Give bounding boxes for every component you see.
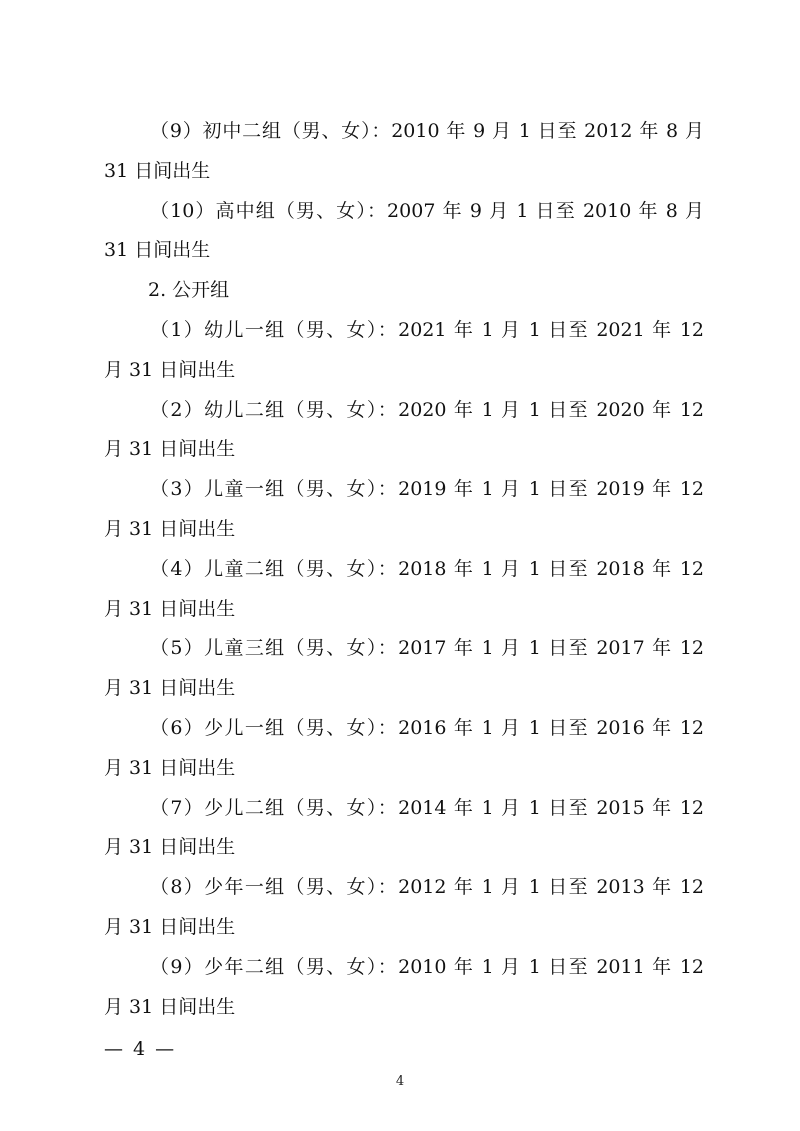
paragraph-continuation: 月 31 日间出生	[104, 358, 236, 381]
paragraph-line: （10）高中组（男、女）：2007 年 9 月 1 日至 2010 年 8 月	[150, 199, 704, 222]
paragraph-continuation: 月 31 日间出生	[104, 677, 236, 700]
section-heading: 2. 公开组	[148, 279, 230, 302]
page-footer-number: 4	[395, 1074, 405, 1089]
paragraph-line: （3）儿童一组（男、女）：2019 年 1 月 1 日至 2019 年 12	[150, 478, 704, 501]
paragraph-line: （4）儿童二组（男、女）：2018 年 1 月 1 日至 2018 年 12	[150, 557, 704, 580]
paragraph-line: （9）少年二组（男、女）：2010 年 1 月 1 日至 2011 年 12	[150, 955, 704, 978]
paragraph-continuation: 月 31 日间出生	[104, 915, 236, 938]
document-body	[104, 112, 704, 1027]
paragraph-continuation: 月 31 日间出生	[104, 597, 236, 620]
paragraph-line: （9）初中二组（男、女）：2010 年 9 月 1 日至 2012 年 8 月	[150, 120, 704, 142]
paragraph-line: （1）幼儿一组（男、女）：2021 年 1 月 1 日至 2021 年 12	[150, 318, 704, 341]
page-number: — 4 —	[104, 1038, 177, 1060]
paragraph-continuation: 月 31 日间出生	[104, 756, 236, 779]
paragraph-line: （5）儿童三组（男、女）：2017 年 1 月 1 日至 2017 年 12	[150, 637, 704, 660]
paragraph-line: （6）少儿一组（男、女）：2016 年 1 月 1 日至 2016 年 12	[150, 716, 704, 739]
paragraph-line: （7）少儿二组（男、女）：2014 年 1 月 1 日至 2015 年 12	[150, 796, 704, 819]
paragraph-continuation: 月 31 日间出生	[104, 438, 236, 461]
paragraph-continuation: 月 31 日间出生	[104, 836, 236, 859]
paragraph-continuation: 31 日间出生	[104, 239, 211, 262]
paragraph-line: （8）少年一组（男、女）：2012 年 1 月 1 日至 2013 年 12	[150, 876, 704, 899]
paragraph-line: （2）幼儿二组（男、女）：2020 年 1 月 1 日至 2020 年 12	[150, 398, 704, 421]
paragraph-continuation: 月 31 日间出生	[104, 517, 236, 540]
paragraph-continuation: 月 31 日间出生	[104, 995, 236, 1018]
paragraph-continuation: 31 日间出生	[104, 159, 211, 182]
